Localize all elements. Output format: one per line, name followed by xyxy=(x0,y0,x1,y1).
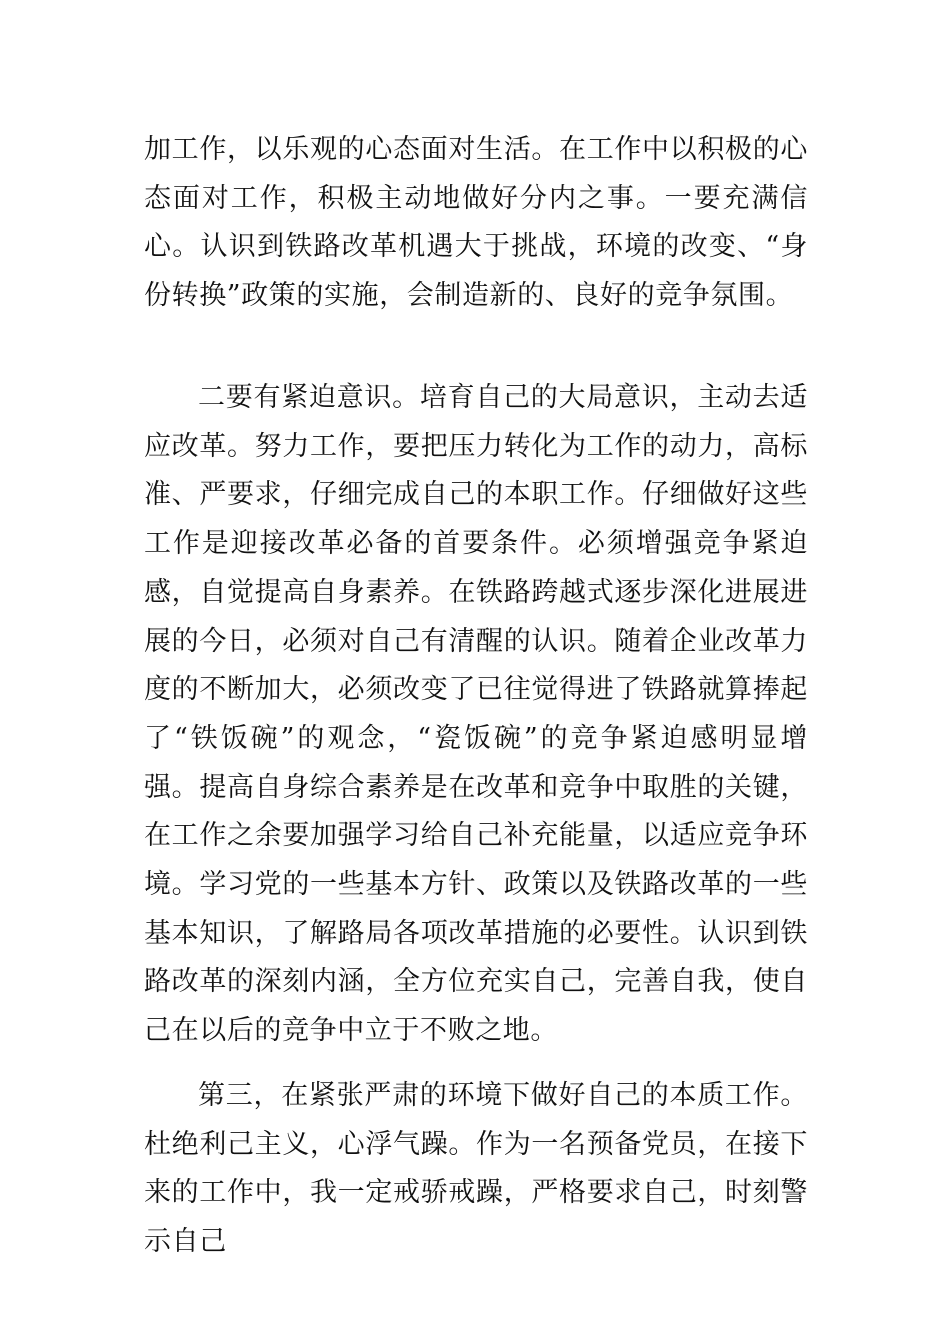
paragraph-second-point: 二要有紧迫意识。培育自己的大局意识，主动去适应改革。努力工作，要把压力转化为工作的动力，高标准、严要求，仔细完成自己的本职工作。仔细做好这些工作是迎接改革必备的首要条件。必须增强竞争紧迫感，自觉提高自身素养。在铁路跨越式逐步深化进展进展的今日，必须对自己有清醒的认识。随着企业改革力度的不断加大，必须改变了已往觉得进了铁路就算捧起了“铁饭碗”的观念，“瓷饭碗”的竞争紧迫感明显增强。提高自身综合素养是在改革和竞争中取胜的关键，在工作之余要加强学习给自己补充能量，以适应竞争环境。学习党的一些基本方针、政策以及铁路改革的一些基本知识，了解路局各项改革措施的必要性。认识到铁路改革的深刻内涵，全方位充实自己，完善自我，使自己在以后的竞争中立于不败之地。 xyxy=(144,382,808,1047)
paragraph-third-point: 第三，在紧张严肃的环境下做好自己的本质工作。杜绝利己主义，心浮气躁。作为一名预备党员，在接下来的工作中，我一定戒骄戒躁，严格要求自己，时刻警示自己 xyxy=(144,1080,808,1258)
paragraph-continuation: 加工作，以乐观的心态面对生活。在工作中以积极的心态面对工作，积极主动地做好分内之事。一要充满信心。认识到铁路改革机遇大于挑战，环境的改变、“身份转换”政策的实施，会制造新的、良好的竞争氛围。 xyxy=(144,134,808,312)
